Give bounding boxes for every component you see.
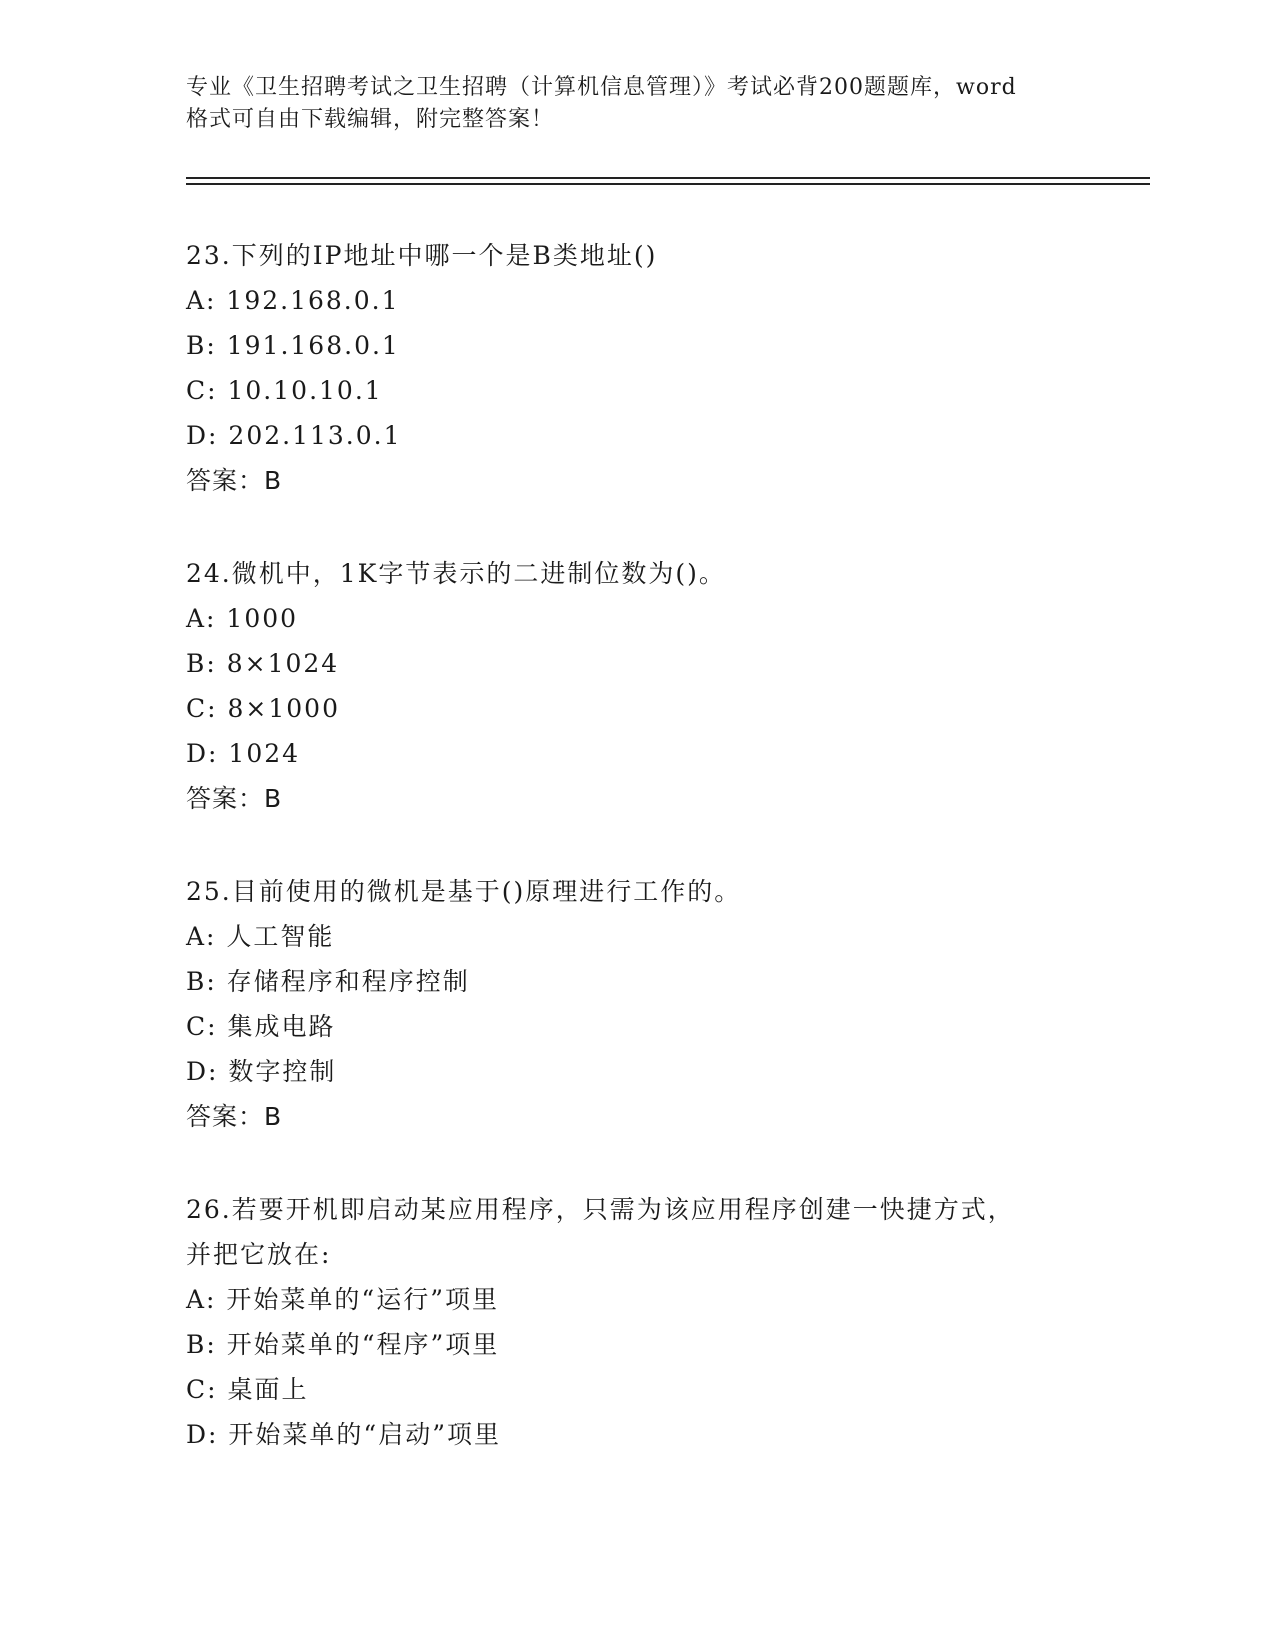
answer-line: 答案：B bbox=[186, 784, 283, 813]
question-stem: 24.微机中，1K字节表示的二进制位数为()。 bbox=[186, 559, 726, 588]
document-header bbox=[186, 72, 1086, 136]
option-b: B: 8×1024 bbox=[186, 649, 340, 678]
option-a: A: 开始菜单的“运行”项里 bbox=[186, 1285, 499, 1314]
option-b: B: 存储程序和程序控制 bbox=[186, 967, 470, 996]
question-24 bbox=[186, 551, 1086, 821]
header-divider-top bbox=[186, 177, 1150, 179]
question-stem-line-2: 并把它放在: bbox=[186, 1240, 332, 1269]
question-stem: 23.下列的IP地址中哪一个是B类地址() bbox=[186, 241, 658, 270]
answer-line: 答案：B bbox=[186, 466, 283, 495]
option-a: A: 1000 bbox=[186, 604, 299, 633]
option-b: B: 191.168.0.1 bbox=[186, 331, 400, 360]
option-d: D: 1024 bbox=[186, 739, 301, 768]
option-d: D: 202.113.0.1 bbox=[186, 421, 402, 450]
option-d: D: 数字控制 bbox=[186, 1057, 337, 1086]
option-a: A: 192.168.0.1 bbox=[186, 286, 400, 315]
question-23 bbox=[186, 233, 1086, 503]
header-line-2: 格式可自由下载编辑，附完整答案！ bbox=[186, 107, 555, 132]
option-b: B: 开始菜单的“程序”项里 bbox=[186, 1330, 500, 1359]
question-26 bbox=[186, 1187, 1086, 1457]
header-divider-bottom bbox=[186, 183, 1150, 185]
option-c: C: 10.10.10.1 bbox=[186, 376, 383, 405]
question-stem-line-1: 26.若要开机即启动某应用程序，只需为该应用程序创建一快捷方式， bbox=[186, 1195, 1015, 1224]
option-c: C: 集成电路 bbox=[186, 1012, 336, 1041]
option-d: D: 开始菜单的“启动”项里 bbox=[186, 1420, 501, 1449]
header-line-1: 专业《卫生招聘考试之卫生招聘（计算机信息管理）》考试必背200题题库，word bbox=[186, 75, 1017, 100]
question-25 bbox=[186, 869, 1086, 1139]
answer-line: 答案：B bbox=[186, 1102, 283, 1131]
option-c: C: 桌面上 bbox=[186, 1375, 309, 1404]
question-stem: 25.目前使用的微机是基于()原理进行工作的。 bbox=[186, 877, 742, 906]
option-a: A: 人工智能 bbox=[186, 922, 335, 951]
option-c: C: 8×1000 bbox=[186, 694, 340, 723]
